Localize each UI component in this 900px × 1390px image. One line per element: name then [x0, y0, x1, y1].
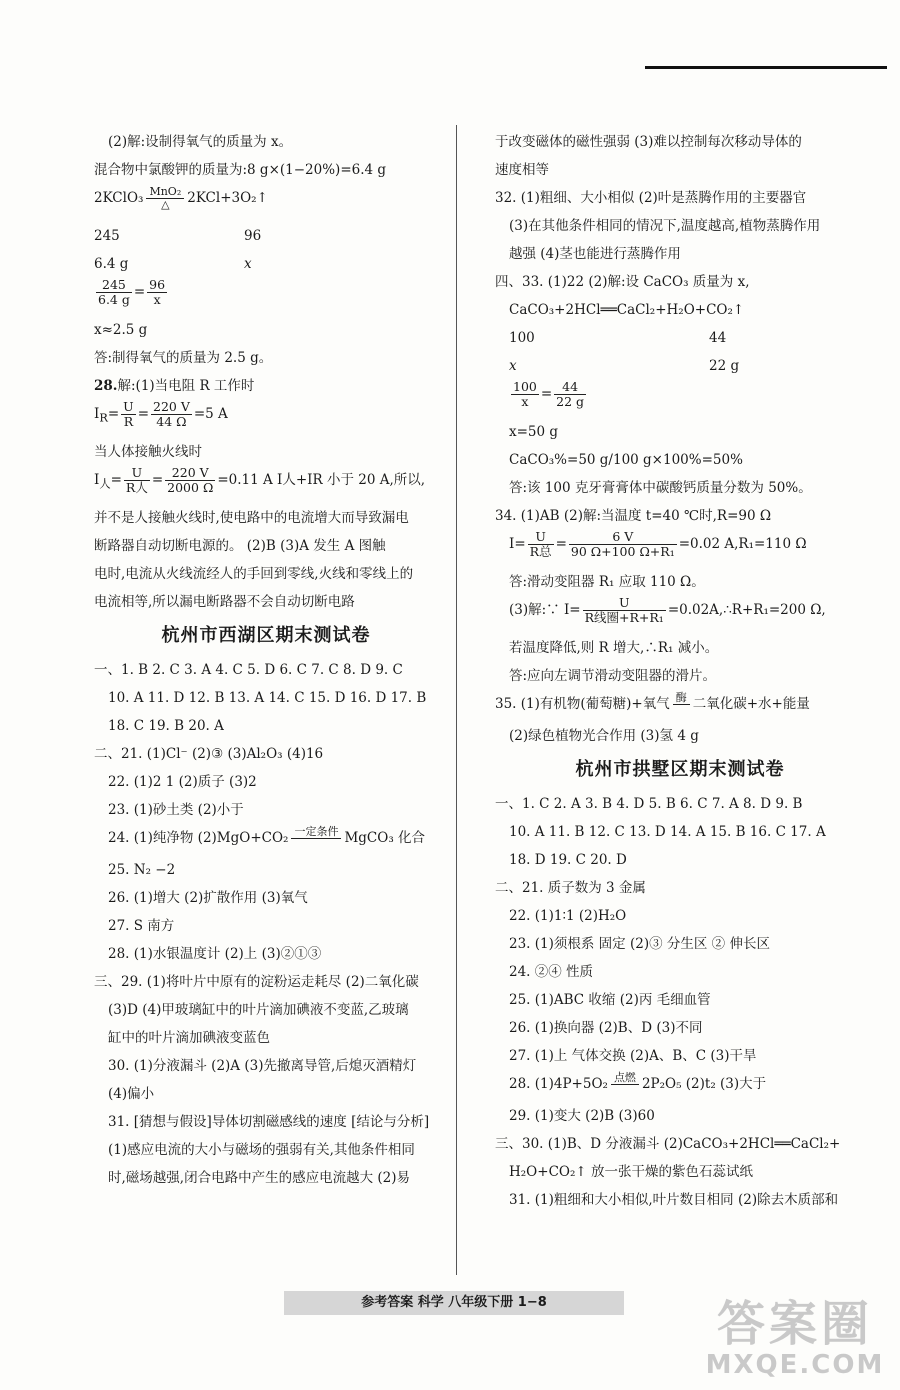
answer-line: (1)感应电流的大小与磁场的强弱有关,其他条件相同: [108, 1142, 415, 1158]
proportion: [495, 380, 865, 418]
answer-line: 32. (1)粗细、大小相似 (2)叶是蒸腾作用的主要器官: [495, 190, 807, 206]
text-line: x≈2.5 g: [94, 322, 148, 338]
ratio-cell: x: [244, 256, 252, 272]
numerator: 245: [96, 278, 132, 293]
numerator: U: [528, 530, 554, 545]
answer-line: 一、1. B 2. C 3. A 4. C 5. D 6. C 7. C 8. D 9. C: [94, 662, 403, 678]
answer-line: 三、29. (1)将叶片中原有的淀粉运走耗尽 (2)二氧化碳: [94, 974, 419, 990]
answer-line: (3)在其他条件相同的情况下,温度越高,植物蒸腾作用: [509, 218, 821, 234]
numerator: 220 V: [153, 400, 190, 414]
answer-line: (3)D (4)甲玻璃缸中的叶片滴加碘液不变蓝,乙玻璃: [108, 1002, 409, 1018]
text-line: 于改变磁体的磁性强弱 (3)难以控制每次移动导体的: [495, 134, 802, 150]
condition-top: MnO₂: [146, 186, 184, 199]
right-column: [495, 128, 865, 1214]
result: =0.11 A I人+IR 小于 20 A,所以,: [217, 472, 426, 488]
answer-line: 24. ②④ 性质: [509, 964, 594, 980]
answer-line: 22. (1)2 1 (2)质子 (3)2: [108, 774, 257, 790]
denominator: R人: [125, 480, 148, 495]
numerator: U: [124, 466, 150, 481]
text-line: 解:(1)当电阻 R 工作时: [117, 378, 255, 394]
equals-sign: =: [133, 284, 146, 300]
answer-line: 二、21. 质子数为 3 金属: [495, 880, 646, 896]
ratio-row: [495, 352, 865, 380]
fraction: [147, 278, 167, 307]
left-column: [94, 128, 438, 1192]
equals-sign: =: [137, 406, 149, 422]
denominator: R总: [529, 544, 552, 559]
answer-line: 三、30. (1)B、D 分液漏斗 (2)CaCO₃+2HCl══CaCl₂+: [495, 1136, 841, 1152]
fraction: [569, 530, 677, 559]
watermark-url: MXQE.COM: [705, 1350, 885, 1380]
fraction: [554, 380, 586, 409]
question-28: [94, 372, 438, 400]
text-line: x=50 g: [509, 424, 559, 440]
ratio-cell: 22 g: [709, 358, 740, 374]
equals-sign: =: [151, 472, 164, 488]
answer-line: 31. (1)粗细和大小相似,叶片数目相同 (2)除去木质部和: [509, 1192, 839, 1208]
condition-top: 一定条件: [291, 826, 341, 839]
equals-sign: =: [540, 386, 553, 402]
section-title: 杭州市西湖区期末测试卷: [161, 625, 371, 646]
equation-left: 2KClO₃: [94, 190, 144, 206]
answer-line: 缸中的叶片滴加碘液变蓝色: [108, 1030, 270, 1046]
answer-line: 22. (1)1∶1 (2)H₂O: [509, 908, 627, 924]
numerator: 220 V: [165, 466, 215, 481]
ratio-row: [94, 222, 438, 250]
condition-bottom: △: [161, 198, 170, 211]
answer-line: [495, 690, 865, 722]
answer-line: 27. S 南方: [108, 918, 175, 934]
denominator: x: [521, 394, 529, 409]
answer-line: 18. D 19. C 20. D: [509, 852, 627, 868]
answer-line: 29. (1)变大 (2)B (3)60: [509, 1108, 655, 1124]
formula-line: [94, 400, 438, 438]
numerator: 96: [149, 278, 166, 292]
ratio-cell: 6.4 g: [94, 256, 129, 272]
formula-line: [495, 530, 865, 568]
subscript: 人: [99, 477, 111, 491]
answer-line: 10. A 11. D 12. B 13. A 14. C 15. D 16. D 17. B: [108, 690, 427, 706]
result: =0.02 A,R₁=110 Ω: [678, 536, 807, 552]
denominator: R: [123, 414, 134, 429]
equation-right: 2KCl+3O₂↑: [187, 190, 268, 206]
result: =0.02A,∴R+R₁=200 Ω,: [667, 602, 826, 618]
equation-left: 35. (1)有机物(葡萄糖)+氧气: [495, 696, 670, 712]
watermark-logo: [705, 1298, 885, 1384]
formula-line: [495, 596, 865, 634]
answer-line: 27. (1)上 气体交换 (2)A、B、C (3)干旱: [509, 1048, 757, 1064]
answer-line: H₂O+CO₂↑ 放一张干燥的紫色石蕊试纸: [509, 1164, 753, 1180]
denominator: 2000 Ω: [167, 480, 214, 495]
fraction: [583, 596, 666, 625]
header-rule: [645, 66, 887, 69]
equals-sign: =: [107, 406, 120, 422]
answer-line: 10. A 11. B 12. C 13. D 14. A 15. B 16. C 17. A: [509, 824, 826, 840]
fraction: [121, 400, 136, 429]
condition-top: 点燃: [611, 1072, 639, 1085]
answer-line: 25. (1)ABC 收缩 (2)丙 毛细血管: [509, 992, 711, 1008]
fraction: [165, 466, 215, 495]
text-line: 电时,电流从火线流经人的手回到零线,火线和零线上的: [94, 566, 414, 582]
text-line: 断路器自动切断电源的。 (2)B (3)A 发生 A 图触: [94, 538, 386, 554]
ratio-cell: 96: [244, 228, 262, 244]
reaction-condition: [146, 186, 184, 211]
fraction: [96, 278, 132, 307]
text-line: 速度相等: [495, 162, 549, 178]
question-number: 28.: [94, 378, 118, 394]
reaction-condition: [673, 692, 690, 717]
section-title: 杭州市拱墅区期末测试卷: [575, 759, 785, 780]
answer-line: (4)偏小: [108, 1086, 155, 1102]
symbol: I=: [509, 536, 526, 552]
answer-line: 26. (1)增大 (2)扩散作用 (3)氧气: [108, 890, 308, 906]
answer-line: 二、21. (1)Cl⁻ (2)③ (3)Al₂O₃ (4)16: [94, 746, 324, 762]
denominator: 44 Ω: [156, 414, 187, 429]
text-line: 并不是人接触火线时,使电路中的电流增大而导致漏电: [94, 510, 409, 526]
denominator: 22 g: [556, 394, 585, 409]
result: =5 A: [193, 406, 228, 422]
ratio-cell: x: [509, 358, 517, 374]
ratio-cell: 100: [509, 330, 535, 346]
reaction-equation: [94, 184, 438, 222]
reaction-equation: CaCO₃+2HCl══CaCl₂+H₂O+CO₂↑: [509, 302, 745, 318]
numerator: 6 V: [569, 530, 677, 545]
numerator: U: [123, 400, 134, 414]
text-line: CaCO₃%=50 g/100 g×100%=50%: [509, 452, 743, 468]
numerator: 44: [554, 380, 586, 395]
condition-top: 酶: [673, 692, 690, 705]
symbol: I: [94, 472, 100, 488]
ratio-row: [94, 250, 438, 278]
equation-left: 28. (1)4P+5O₂: [509, 1076, 608, 1092]
proportion: [94, 278, 438, 316]
answer-line: 28. (1)水银温度计 (2)上 (3)②①③: [108, 946, 322, 962]
answer-line: 时,磁场越强,闭合电路中产生的感应电流越大 (2)易: [108, 1170, 410, 1186]
equals-sign: =: [110, 472, 122, 488]
ratio-cell: 44: [709, 330, 727, 346]
answer-line: 四、33. (1)22 (2)解:设 CaCO₃ 质量为 x,: [495, 274, 750, 290]
fraction: [124, 466, 150, 495]
answer-line: 31. [猜想与假设]导体切割磁感线的速度 [结论与分析]: [108, 1114, 430, 1130]
denominator: R线圈+R+R₁: [584, 610, 664, 625]
answer-line: 答:制得氧气的质量为 2.5 g。: [94, 350, 273, 366]
text-line: 混合物中氯酸钾的质量为:8 g×(1−20%)=6.4 g: [94, 162, 387, 178]
subscript: R: [99, 411, 108, 425]
reaction-condition: [611, 1072, 639, 1097]
answer-line: 一、1. C 2. A 3. B 4. D 5. B 6. C 7. A 8. D 9. B: [495, 796, 803, 812]
equation-right: 二氧化碳+水+能量: [692, 696, 810, 712]
answer-line: 23. (1)砂土类 (2)小于: [108, 802, 244, 818]
answer-line: 越强 (4)茎也能进行蒸腾作用: [509, 246, 681, 262]
answer-line: (2)绿色植物光合作用 (3)氢 4 g: [509, 728, 699, 744]
fraction: [528, 530, 554, 559]
symbol: I: [94, 406, 100, 422]
reaction-condition: [291, 826, 341, 851]
equation-right: MgCO₃ 化合: [344, 830, 426, 846]
fraction: [151, 400, 192, 429]
answer-line: 23. (1)须根系 固定 (2)③ 分生区 ② 伸长区: [509, 936, 770, 952]
column-divider: [456, 125, 457, 1275]
symbol: (3)解:∵ I=: [509, 602, 581, 618]
ratio-cell: 245: [94, 228, 120, 244]
answer-line: 答:滑动变阻器 R₁ 应取 110 Ω。: [509, 574, 705, 590]
answer-line: 25. N₂ −2: [108, 862, 176, 878]
answer-line: 答:该 100 克牙膏膏体中碳酸钙质量分数为 50%。: [509, 480, 812, 496]
text-line: (2)解:设制得氧气的质量为 x。: [108, 134, 293, 150]
denominator: x: [153, 292, 161, 307]
formula-line: [94, 466, 438, 504]
answer-line: 34. (1)AB (2)解:当温度 t=40 ℃时,R=90 Ω: [495, 508, 772, 524]
page-footer: 参考答案 科学 八年级下册 1−8: [284, 1291, 624, 1315]
answer-line: [94, 824, 438, 856]
denominator: 90 Ω+100 Ω+R₁: [570, 544, 675, 559]
text-line: 电流相等,所以漏电断路器不会自动切断电路: [94, 594, 355, 610]
answer-line: 答:应向左调节滑动变阻器的滑片。: [509, 668, 717, 684]
answer-line: 26. (1)换向器 (2)B、D (3)不同: [509, 1020, 703, 1036]
answer-line: 30. (1)分液漏斗 (2)A (3)先撤离导管,后熄灭酒精灯: [108, 1058, 417, 1074]
text-line: 若温度降低,则 R 增大,∴R₁ 减小。: [509, 640, 719, 656]
equation-left: 24. (1)纯净物 (2)MgO+CO₂: [108, 830, 289, 846]
denominator: 6.4 g: [98, 292, 130, 307]
equals-sign: =: [555, 536, 567, 552]
numerator: U: [583, 596, 666, 611]
text-line: 当人体接触火线时: [94, 444, 202, 460]
answer-line: 18. C 19. B 20. A: [108, 718, 224, 734]
answer-line: [495, 1070, 865, 1102]
numerator: 100: [513, 380, 537, 394]
equation-right: 2P₂O₅ (2)t₂ (3)大于: [641, 1076, 767, 1092]
ratio-row: [495, 324, 865, 352]
watermark-text: 答案圈: [716, 1296, 873, 1352]
fraction: [511, 380, 539, 409]
